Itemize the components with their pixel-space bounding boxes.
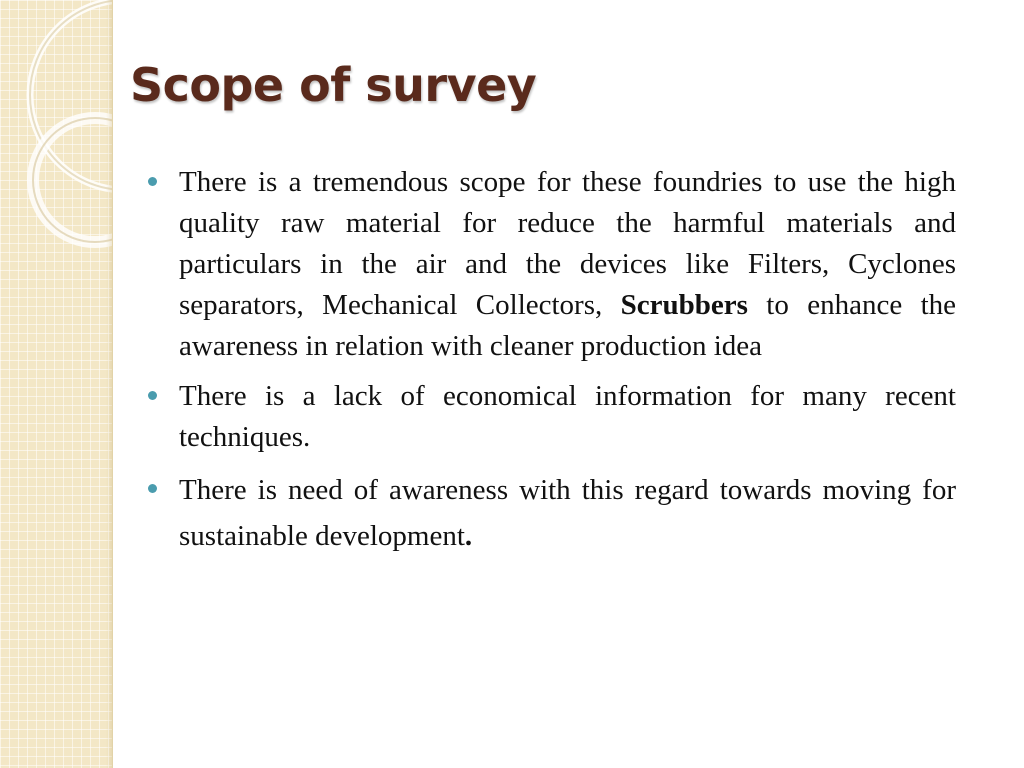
bullet-icon xyxy=(148,484,157,493)
bullet-text: There is need of awareness with this regard towards moving for sustainable development xyxy=(179,474,956,552)
bullet-item xyxy=(148,467,956,559)
bullet-item xyxy=(148,376,956,458)
bullet-bold-text: Scrubbers xyxy=(620,289,748,321)
decorative-rings xyxy=(0,0,112,768)
bullet-icon xyxy=(148,177,157,186)
bullet-item xyxy=(148,162,956,367)
bullet-text: There is a lack of economical information for many recent techniques. xyxy=(179,380,956,453)
slide-title: Scope of survey xyxy=(130,58,537,112)
decorative-sidebar xyxy=(0,0,113,768)
bullet-text: to enhance the awareness in relation with cleaner production idea xyxy=(179,289,956,362)
bullet-text: There is a tremendous scope for these foundries to use the high quality raw material for reduce the harmful materials and particulars in the air and the devices like Filters, Cyclones separators, Mechanical Collectors, xyxy=(179,166,956,321)
bullet-bold-text: . xyxy=(464,520,473,552)
bullet-icon xyxy=(148,391,157,400)
bullet-list xyxy=(148,162,956,568)
